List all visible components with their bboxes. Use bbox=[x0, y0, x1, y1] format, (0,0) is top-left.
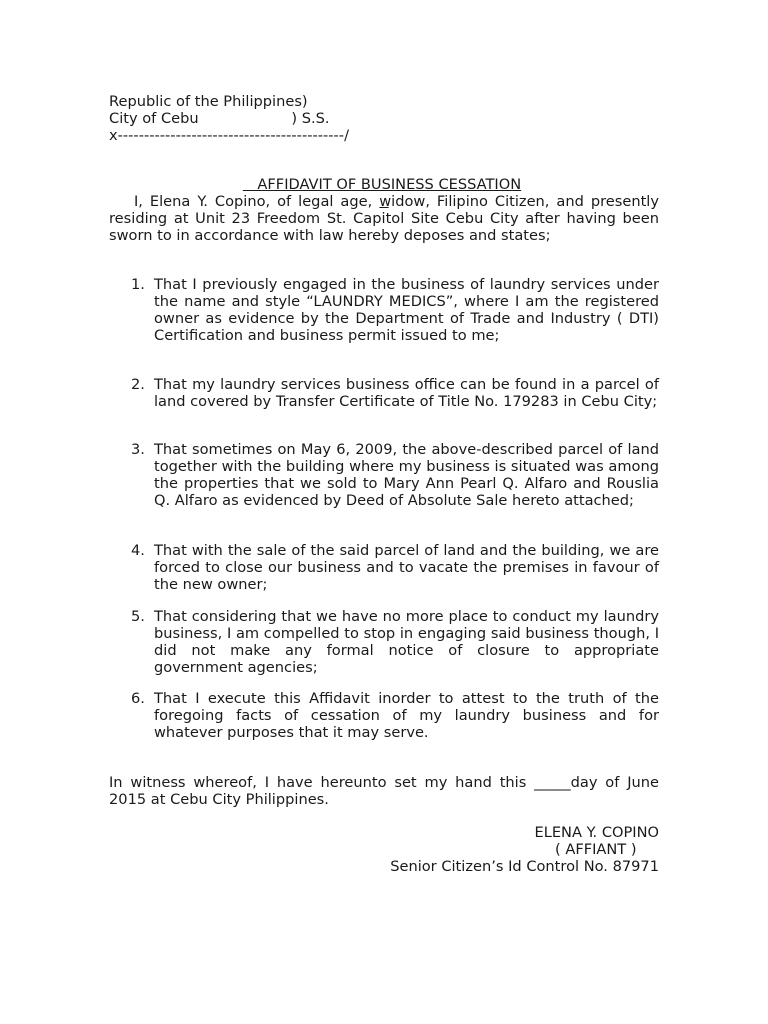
signature-id: Senior Citizen’s Id Control No. 87971 bbox=[390, 858, 659, 875]
intro-text: I, Elena Y. Copino, of legal age, widow, Filipino Citizen, and presently residing at Unit 23 Freedom St. Capitol Site Cebu City after having been sworn to in accordance with law hereby deposes and states; bbox=[109, 193, 659, 244]
item-text: That my laundry services business office can be found in a parcel of land covered by Transfer Certificate of Title No. 179283 in Cebu City; bbox=[154, 376, 659, 410]
item-text: That considering that we have no more place to conduct my laundry business, I am compelled to stop in engaging said business though, I did not make any formal notice of closure to appropriate government agencies; bbox=[154, 608, 659, 676]
item-number: 3. bbox=[131, 441, 145, 458]
intro-paragraph bbox=[109, 193, 659, 244]
item-text: That I execute this Affidavit inorder to attest to the truth of the foregoing facts of cessation of my laundry business and for whatever purposes that it may serve. bbox=[154, 690, 659, 741]
list-item bbox=[131, 608, 659, 676]
header-separator: x-------------------------------------------/ bbox=[109, 127, 349, 144]
header-republic: Republic of the Philippines) bbox=[109, 93, 308, 110]
item-text: That I previously engaged in the business of laundry services under the name and style “LAUNDRY MEDICS”, where I am the registered owner as evidence by the Department of Trade and Industry ( DTI) Certification and business permit issued to me; bbox=[154, 276, 659, 344]
item-number: 4. bbox=[131, 542, 145, 559]
signature-role: ( AFFIANT ) bbox=[555, 841, 637, 858]
document-title-text: AFFIDAVIT OF BUSINESS CESSATION bbox=[257, 176, 522, 193]
list-item bbox=[131, 542, 659, 593]
item-number: 1. bbox=[131, 276, 145, 293]
item-text: That with the sale of the said parcel of land and the building, we are forced to close our business and to vacate the premises in favour of the new owner; bbox=[154, 542, 659, 593]
list-item bbox=[131, 276, 659, 344]
witness-paragraph: In witness whereof, I have hereunto set my hand this _____day of June 2015 at Cebu City Philippines. bbox=[109, 774, 659, 808]
item-text: That sometimes on May 6, 2009, the above-described parcel of land together with the building where my business is situated was among the properties that we sold to Mary Ann Pearl Q. Alfaro and Rouslia Q. Alfaro as evidenced by Deed of Absolute Sale hereto attached; bbox=[154, 441, 659, 509]
item-number: 5. bbox=[131, 608, 145, 625]
item-number: 2. bbox=[131, 376, 145, 393]
header-city: City of Cebu ) S.S. bbox=[109, 110, 330, 127]
signature-name: ELENA Y. COPINO bbox=[534, 824, 659, 841]
item-number: 6. bbox=[131, 690, 145, 707]
list-item bbox=[131, 376, 659, 410]
list-item bbox=[131, 690, 659, 741]
list-item bbox=[131, 441, 659, 509]
